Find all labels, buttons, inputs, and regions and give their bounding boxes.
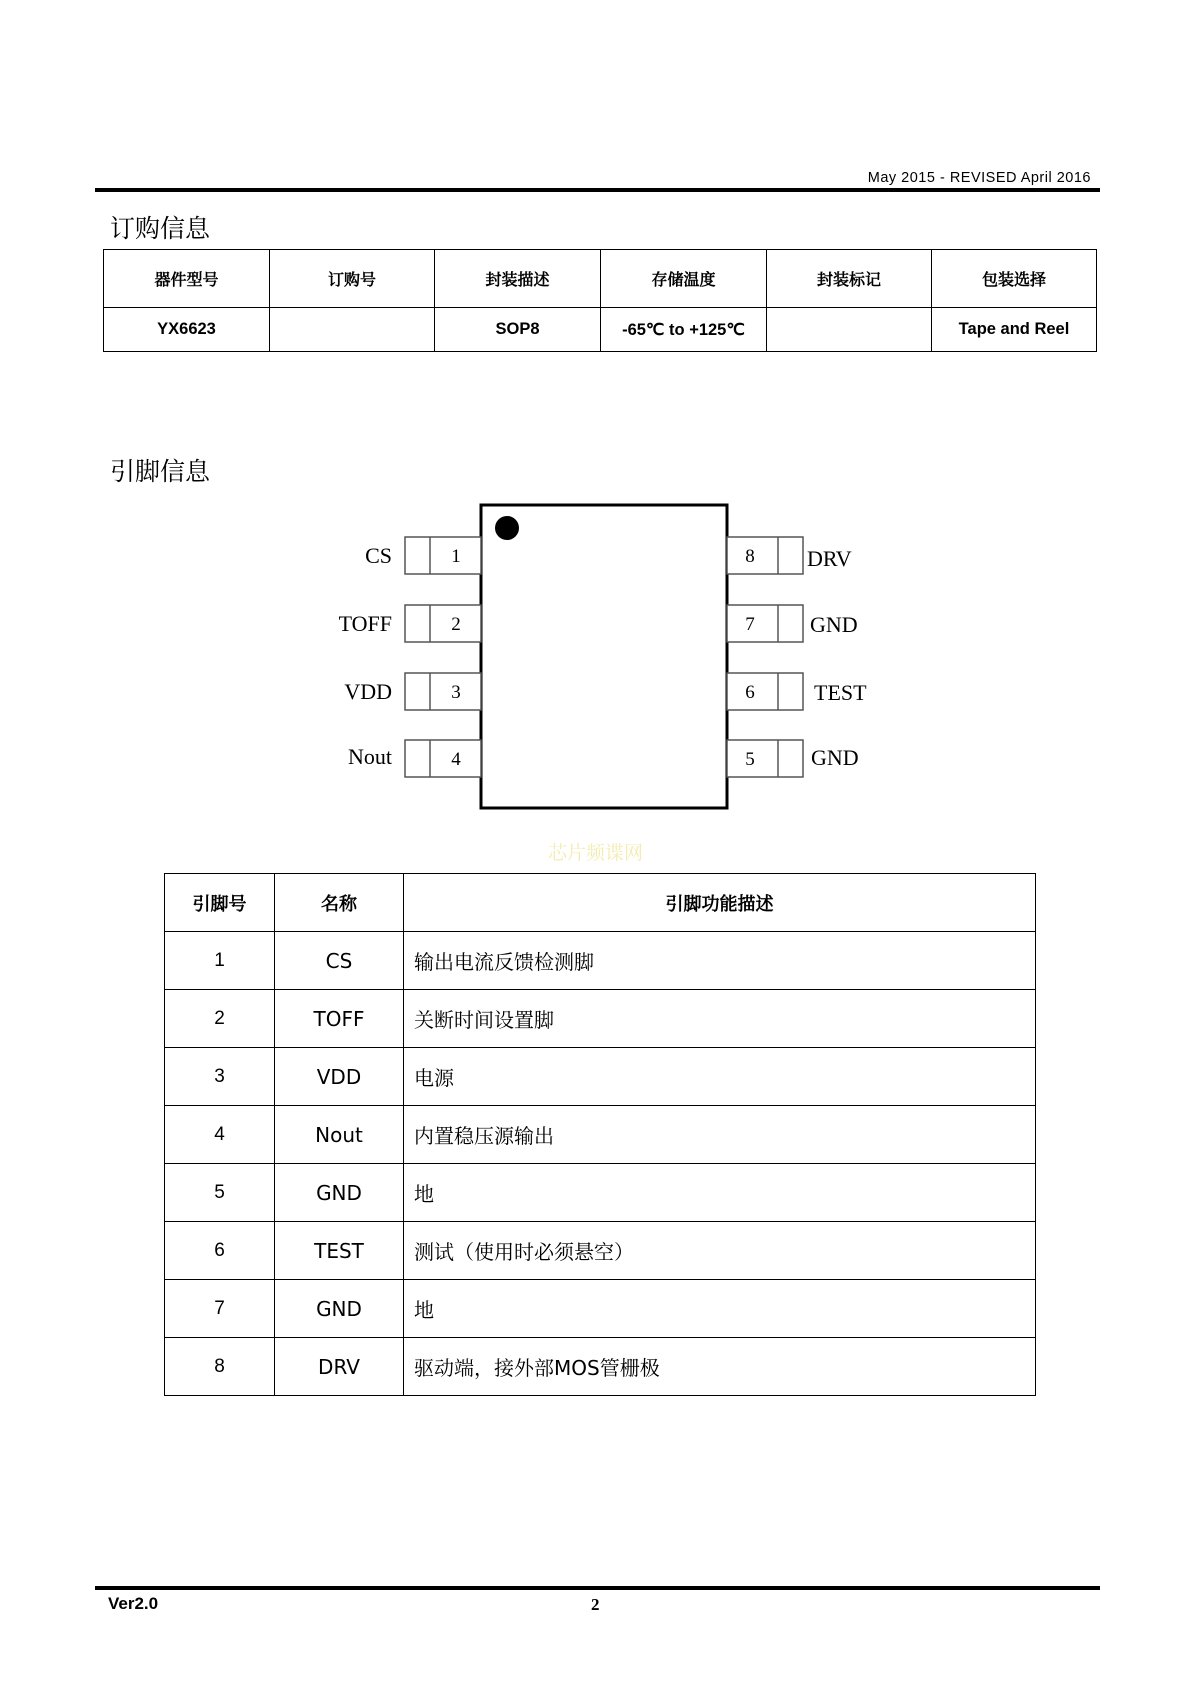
left-pin-1 <box>365 537 481 574</box>
pin-label: VDD <box>344 679 392 704</box>
pin-number: 5 <box>745 749 755 770</box>
pin-name-cell: VDD <box>275 1048 404 1106</box>
page-number: 2 <box>591 1595 600 1614</box>
package-cell: SOP8 <box>435 308 601 352</box>
marking-cell <box>767 308 932 352</box>
pin-number: 7 <box>745 614 755 635</box>
pin-label: TEST <box>814 680 867 705</box>
pin-desc-cell: 地 <box>404 1280 1036 1338</box>
pin-name-cell: GND <box>275 1280 404 1338</box>
table-row <box>165 1048 1036 1106</box>
left-pin-4 <box>348 740 481 777</box>
pin-label: TOFF <box>338 611 392 636</box>
ordering-header-cell: 器件型号 <box>104 250 270 308</box>
pin-desc-cell: 内置稳压源输出 <box>404 1106 1036 1164</box>
left-pin-2 <box>339 605 481 642</box>
pin1-marker-dot <box>495 516 519 540</box>
pin-number: 4 <box>451 749 461 770</box>
table-row <box>165 1106 1036 1164</box>
pin-desc-cell: 关断时间设置脚 <box>404 990 1036 1048</box>
table-row <box>165 1222 1036 1280</box>
ordering-table <box>103 249 1097 352</box>
ic-body <box>481 505 727 808</box>
table-row <box>165 990 1036 1048</box>
left-pin-3 <box>344 673 481 710</box>
pin-number: 2 <box>451 614 461 635</box>
ordering-header-cell: 订购号 <box>270 250 435 308</box>
part-number-cell: YX6623 <box>104 308 270 352</box>
pin-name-cell: Nout <box>275 1106 404 1164</box>
pin-label: GND <box>811 745 859 770</box>
footer-rule <box>95 1586 1100 1590</box>
pin-label: DRV <box>807 546 852 571</box>
pin-name-cell: TEST <box>275 1222 404 1280</box>
ordering-header-row <box>104 250 1097 308</box>
table-row <box>165 1280 1036 1338</box>
pin-table-header-cell: 引脚号 <box>165 874 275 932</box>
storage-temp-cell: -65℃ to +125℃ <box>601 308 767 352</box>
pin-table-header-row <box>165 874 1036 932</box>
pin-label: Nout <box>348 744 392 769</box>
pin-table-header-cell: 引脚功能描述 <box>404 874 1036 932</box>
right-pin-6 <box>727 673 867 710</box>
pin-number: 8 <box>745 546 755 567</box>
pin-name-cell: TOFF <box>275 990 404 1048</box>
header-rule <box>95 188 1100 192</box>
pin-desc-cell: 驱动端，接外部MOS管栅极 <box>404 1338 1036 1396</box>
pin-number-cell: 7 <box>165 1280 275 1338</box>
pin-number-cell: 6 <box>165 1222 275 1280</box>
right-pin-7 <box>727 605 858 642</box>
pin-desc-cell: 地 <box>404 1164 1036 1222</box>
pin-desc-cell: 电源 <box>404 1048 1036 1106</box>
pin-desc-cell: 输出电流反馈检测脚 <box>404 932 1036 990</box>
pin-number-cell: 5 <box>165 1164 275 1222</box>
footer-version: Ver2.0 <box>108 1594 159 1613</box>
right-pin-5 <box>727 740 859 777</box>
pin-label: CS <box>365 543 392 568</box>
right-pin-8 <box>727 537 852 574</box>
pin-number: 6 <box>745 682 755 703</box>
pin-name-cell: DRV <box>275 1338 404 1396</box>
pin-label: GND <box>810 612 858 637</box>
pin-name-cell: GND <box>275 1164 404 1222</box>
ordering-header-cell: 存储温度 <box>601 250 767 308</box>
pin-table-header-cell: 名称 <box>275 874 404 932</box>
packing-cell: Tape and Reel <box>932 308 1097 352</box>
ic-package-diagram <box>320 500 900 820</box>
table-row <box>165 1164 1036 1222</box>
ordering-header-cell: 包装选择 <box>932 250 1097 308</box>
pin-number-cell: 1 <box>165 932 275 990</box>
table-row <box>165 932 1036 990</box>
pin-number-cell: 8 <box>165 1338 275 1396</box>
pin-number-cell: 4 <box>165 1106 275 1164</box>
pin-name-cell: CS <box>275 932 404 990</box>
pin-number: 3 <box>451 682 461 703</box>
ordering-header-cell: 封装标记 <box>767 250 932 308</box>
pin-number-cell: 3 <box>165 1048 275 1106</box>
ordering-title: 订购信息 <box>110 214 211 243</box>
order-number-cell <box>270 308 435 352</box>
pin-description-table <box>164 873 1036 1396</box>
pin-number-cell: 2 <box>165 990 275 1048</box>
pin-number: 1 <box>451 546 461 567</box>
header-date: May 2015 - REVISED April 2016 <box>867 170 1091 186</box>
watermark-text: 芯片频谍网 <box>548 842 644 864</box>
table-row <box>165 1338 1036 1396</box>
pin-desc-cell: 测试（使用时必须悬空） <box>404 1222 1036 1280</box>
ordering-row <box>104 308 1097 352</box>
pinout-title: 引脚信息 <box>110 457 211 486</box>
ordering-header-cell: 封装描述 <box>435 250 601 308</box>
